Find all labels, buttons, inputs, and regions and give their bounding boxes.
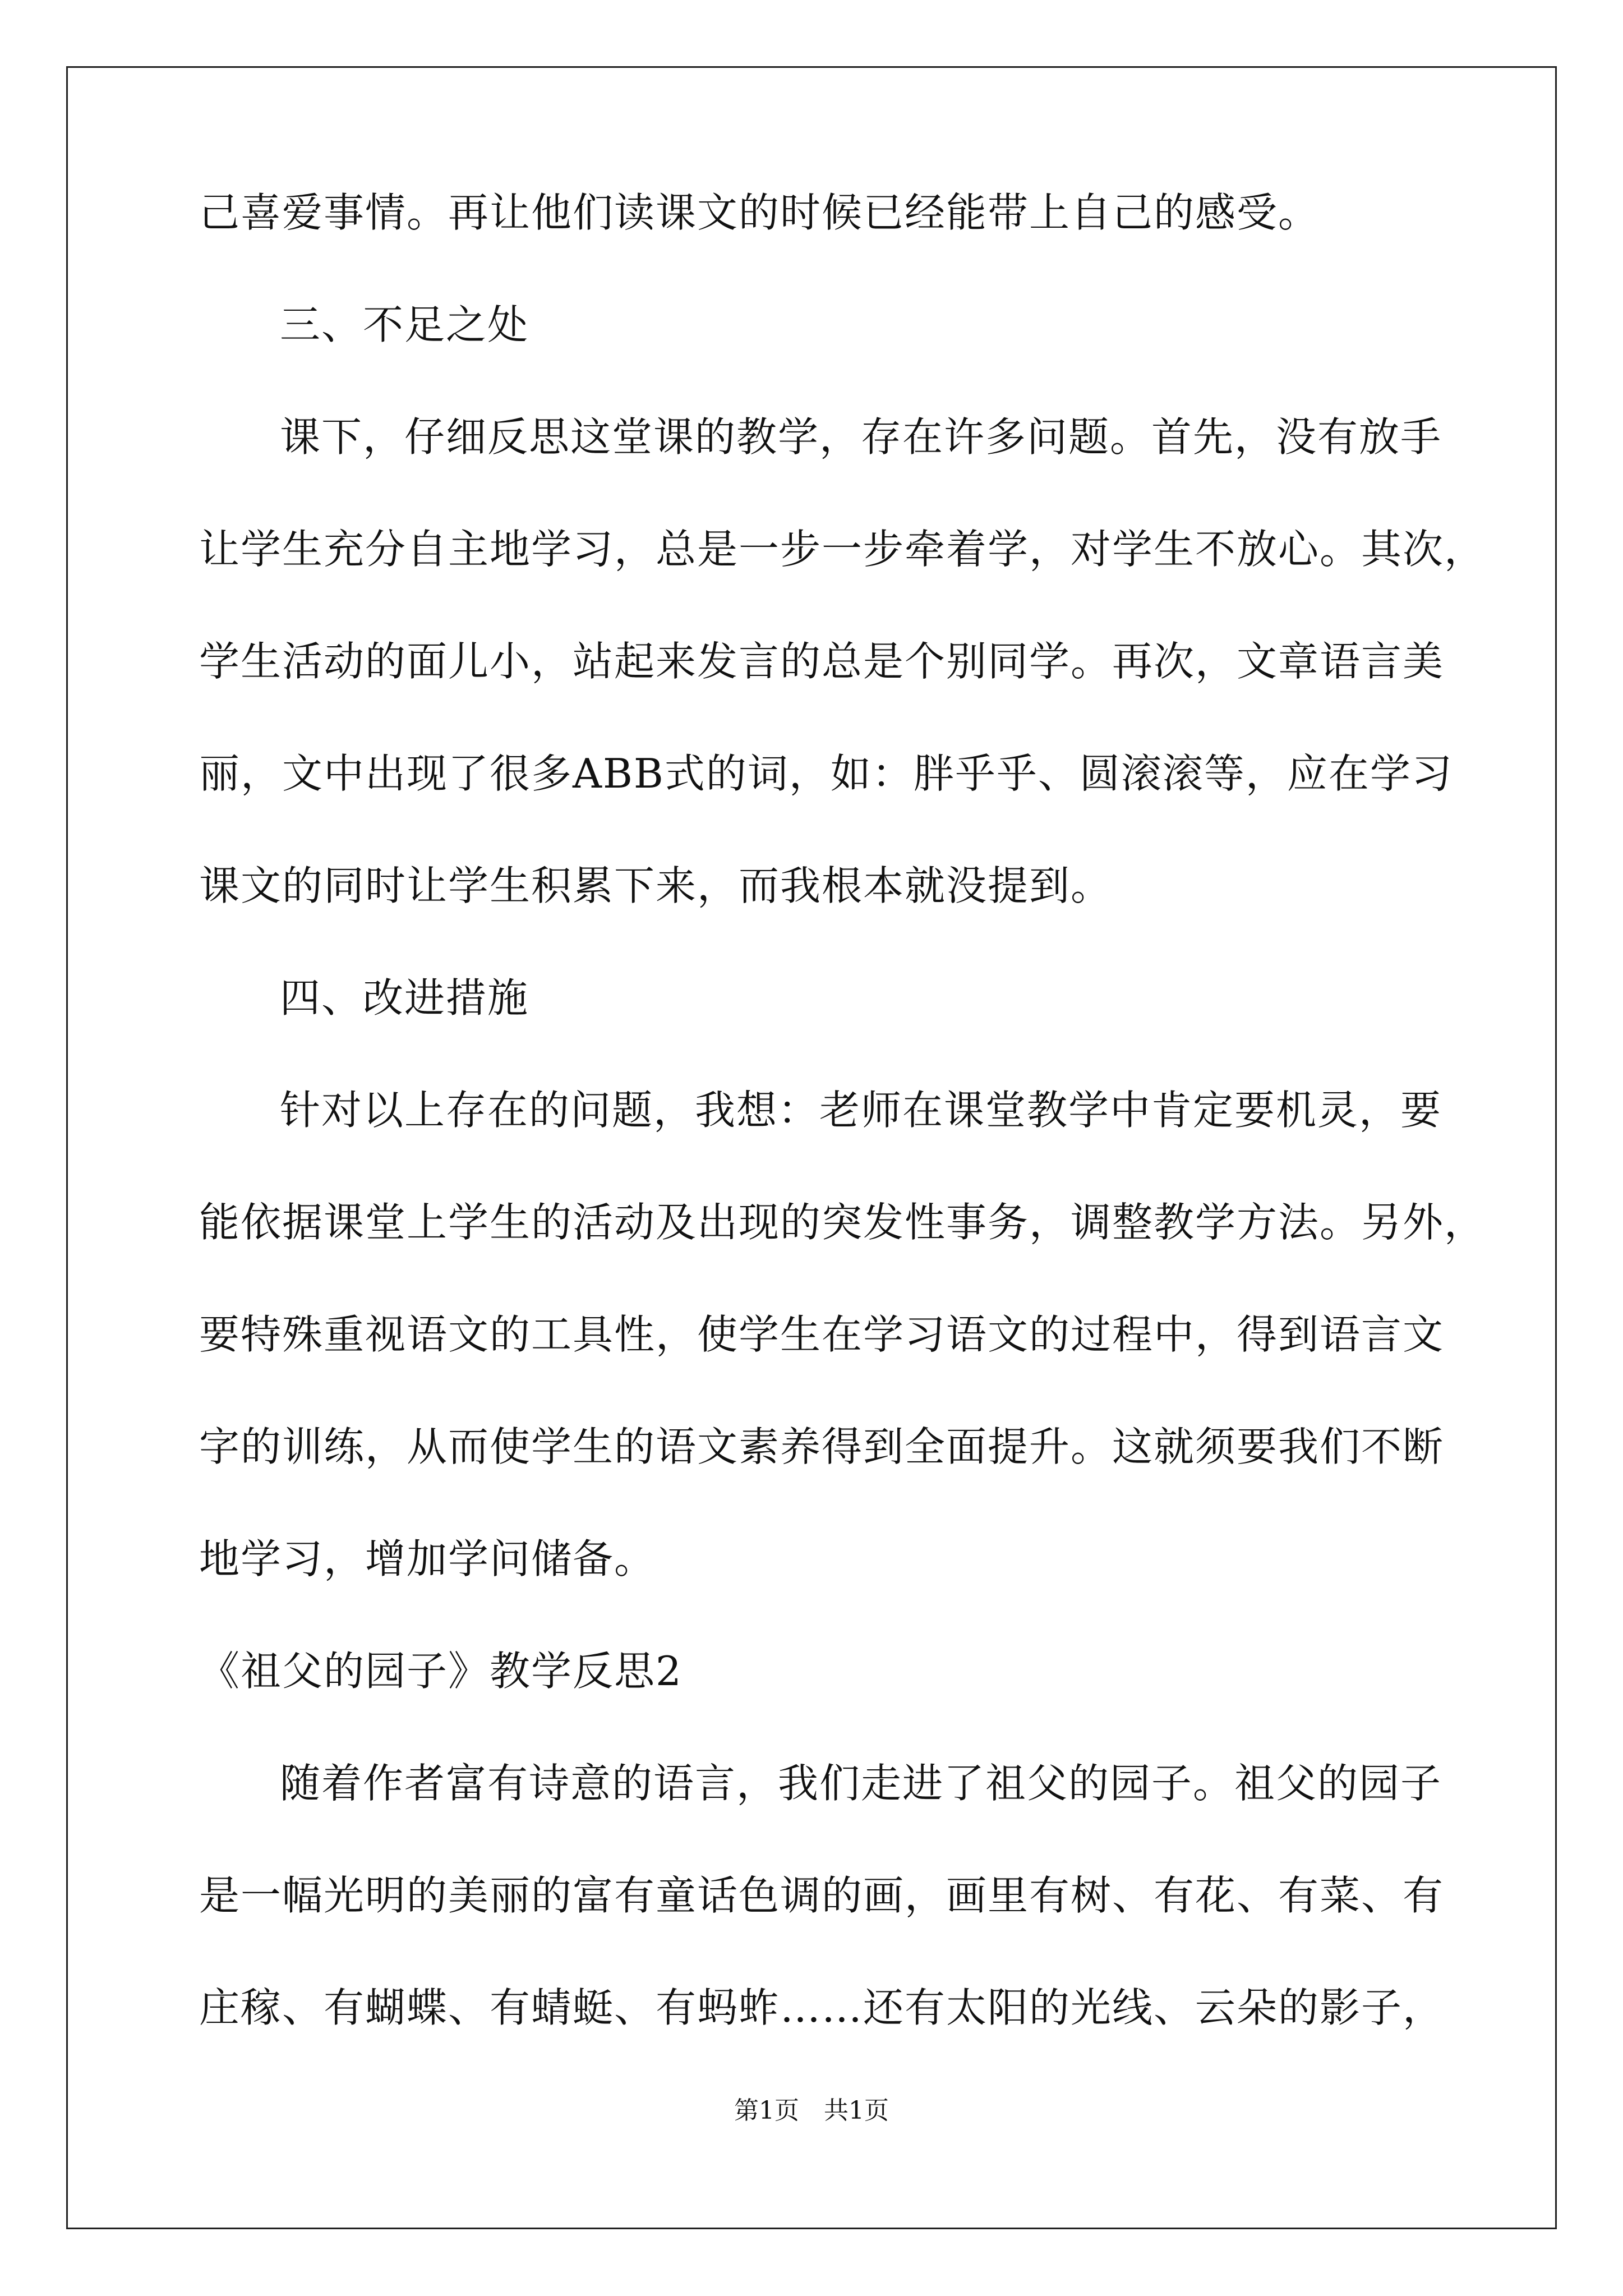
text-line: 地学习，增加学问储备。 xyxy=(199,1535,656,1582)
text-line: 课文的同时让学生积累下来，而我根本就没提到。 xyxy=(199,862,1113,909)
page-footer: 第1页 共1页 xyxy=(734,2096,889,2125)
section-heading-improvements: 四、改进措施 xyxy=(280,974,529,1022)
text-line: 学生活动的面儿小，站起来发言的总是个别同学。再次，文章语言美 xyxy=(199,638,1445,685)
text-line: 己喜爱事情。再让他们读课文的时候已经能带上自己的感受。 xyxy=(199,189,1320,236)
text-line: 是一幅光明的美丽的富有童话色调的画，画里有树、有花、有菜、有 xyxy=(199,1872,1445,1919)
text-line: 针对以上存在的问题，我想：老师在课堂教学中肯定要机灵，要 xyxy=(280,1087,1442,1134)
document-body xyxy=(199,188,1486,2032)
text-line: 丽，文中出现了很多ABB式的词，如：胖乎乎、圆滚滚等，应在学习 xyxy=(199,750,1453,797)
text-line: 随着作者富有诗意的语言，我们走进了祖父的园子。祖父的园子 xyxy=(280,1760,1442,1807)
text-line: 能依据课堂上学生的活动及出现的突发性事务，调整教学方法。另外， xyxy=(199,1199,1486,1246)
text-line: 字的训练，从而使学生的语文素养得到全面提升。这就须要我们不断 xyxy=(199,1423,1445,1470)
text-line: 庄稼、有蝴蝶、有蜻蜓、有蚂蚱……还有太阳的光线、云朵的影子， xyxy=(199,1984,1445,2031)
section-heading-shortcomings: 三、不足之处 xyxy=(280,301,529,348)
text-line: 课下，仔细反思这堂课的教学，存在许多问题。首先，没有放手 xyxy=(280,413,1442,461)
article-title: 《祖父的园子》教学反思2 xyxy=(199,1648,683,1695)
text-line: 让学生充分自主地学习，总是一步一步牵着学，对学生不放心。其次， xyxy=(199,526,1486,573)
text-line: 要特殊重视语文的工具性，使学生在学习语文的过程中，得到语言文 xyxy=(199,1311,1445,1358)
